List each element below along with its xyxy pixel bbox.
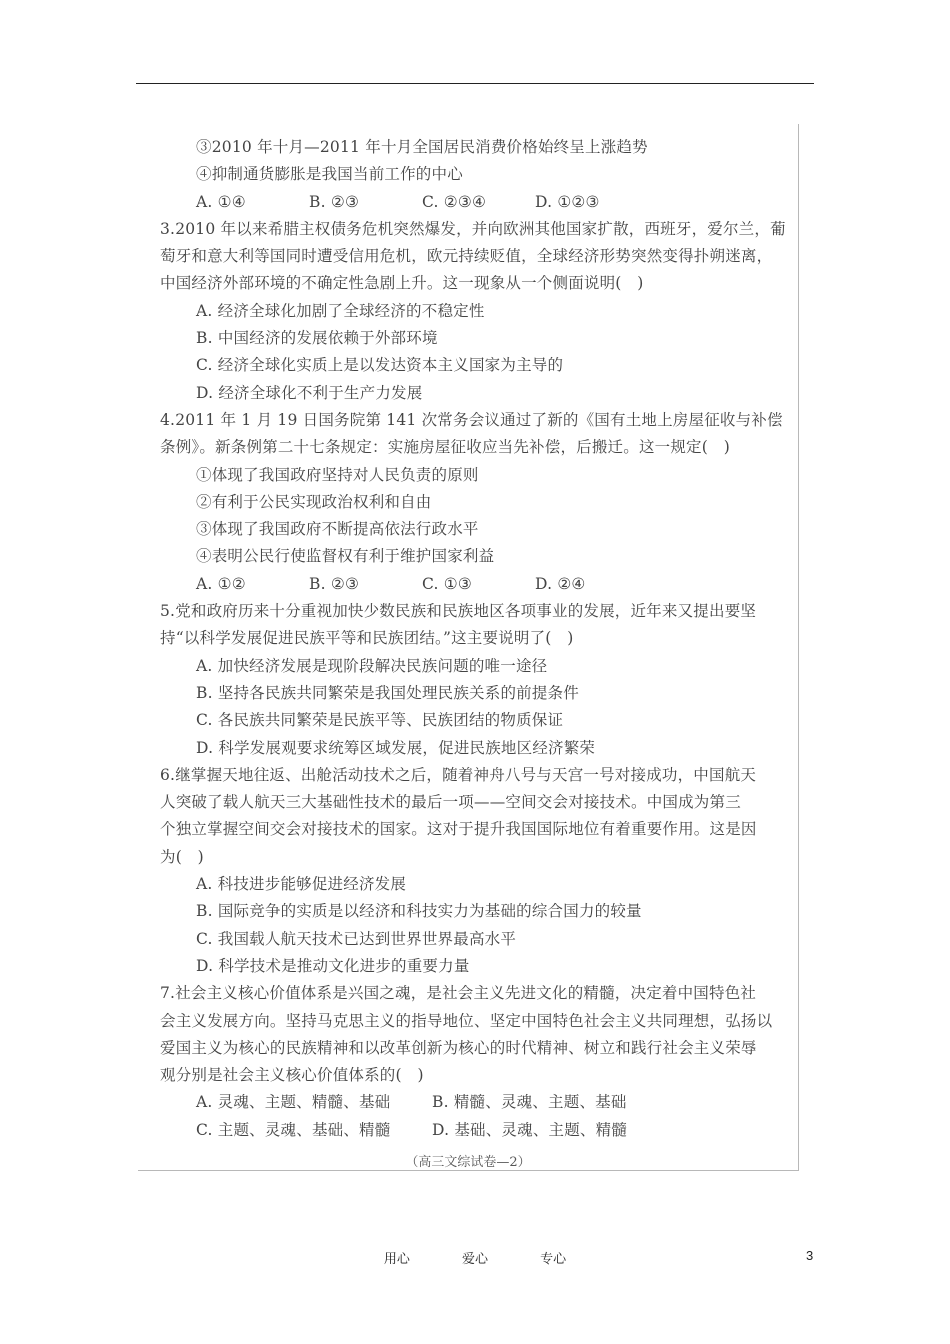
answer-option: B. 坚持各民族共同繁荣是我国处理民族关系的前提条件 [196, 683, 579, 702]
question-text: 萄牙和意大利等国同时遭受信用危机，欧元持续贬值，全球经济形势突然变得扑朔迷离， [160, 247, 773, 266]
statement-item: ④表明公民行使监督权有利于维护国家利益 [196, 547, 495, 566]
page-number: 3 [806, 1248, 814, 1263]
question-text: 为( ) [160, 847, 204, 866]
answer-option: D. 经济全球化不利于生产力发展 [196, 383, 423, 402]
option-item: C. 主题、灵魂、基础、精髓 [196, 1120, 391, 1139]
answer-option: A. 加快经济发展是现阶段解决民族问题的唯一途径 [196, 656, 548, 675]
question-stem: 4.2011 年 1 月 19 日国务院第 141 次常务会议通过了新的《国有土地上房屋征收与补偿 [160, 410, 783, 429]
answer-option: D. 科学发展观要求统筹区域发展，促进民族地区经济繁荣 [196, 738, 596, 757]
answer-option: D. 科学技术是推动文化进步的重要力量 [196, 956, 470, 975]
question-text: 条例》。新条例第二十七条规定：实施房屋征收应当先补偿，后搬迁。这一规定( ) [160, 438, 730, 457]
statement-item: ①体现了我国政府坚持对人民负责的原则 [196, 465, 479, 484]
question-text: 持“以科学发展促进民族平等和民族团结。”这主要说明了( ) [160, 629, 574, 648]
answer-option: B. 国际竞争的实质是以经济和科技实力为基础的综合国力的较量 [196, 902, 642, 921]
statement-item: ③2010 年十月—2011 年十月全国居民消费价格始终呈上涨趋势 [196, 138, 648, 156]
option-item: D. ②④ [535, 574, 586, 593]
question-stem: 7.社会主义核心价值体系是兴国之魂，是社会主义先进文化的精髓，决定着中国特色社 [160, 984, 757, 1003]
statement-item: ③体现了我国政府不断提高依法行政水平 [196, 520, 479, 539]
option-item: B. ②③ [309, 192, 360, 211]
header-rule [136, 83, 814, 84]
footer-word-1: 用心 [383, 1252, 410, 1267]
question-text: 观分别是社会主义核心价值体系的( ) [160, 1066, 424, 1085]
option-item: A. ①④ [196, 192, 246, 211]
scan-footer: （高三文综试卷—2） [405, 1155, 531, 1170]
answer-option: C. 我国载人航天技术已达到世界世界最高水平 [196, 929, 517, 948]
question-text: 会主义发展方向。坚持马克思主义的指导地位、坚定中国特色社会主义共同理想，弘扬以 [160, 1011, 773, 1030]
option-row [160, 571, 786, 598]
option-item: C. ②③④ [422, 192, 487, 211]
answer-option: B. 中国经济的发展依赖于外部环境 [196, 329, 438, 348]
answer-option: A. 科技进步能够促进经济发展 [196, 875, 407, 894]
option-item: A. ①② [196, 574, 246, 593]
statement-item: ④抑制通货膨胀是我国当前工作的中心 [196, 165, 463, 184]
question-text: 个独立掌握空间交会对接技术的国家。这对于提升我国国际地位有着重要作用。这是因 [160, 820, 757, 839]
option-item: D. 基础、灵魂、主题、精髓 [432, 1120, 628, 1139]
answer-option: C. 经济全球化实质上是以发达资本主义国家为主导的 [196, 356, 564, 375]
option-row [160, 189, 786, 216]
answer-option: A. 经济全球化加剧了全球经济的不稳定性 [196, 301, 485, 320]
option-item: D. ①②③ [535, 192, 600, 211]
answer-option: C. 各民族共同繁荣是民族平等、民族团结的物质保证 [196, 711, 564, 730]
option-item: B. ②③ [309, 574, 360, 593]
option-item: C. ①③ [422, 574, 472, 593]
question-stem: 5.党和政府历来十分重视加快少数民族和民族地区各项事业的发展，近年来又提出要坚 [160, 602, 757, 621]
question-text: 爱国主义为核心的民族精神和以改革创新为核心的时代精神、树立和践行社会主义荣辱 [160, 1038, 757, 1057]
statement-item: ②有利于公民实现政治权利和自由 [196, 492, 432, 511]
footer-word-3: 专心 [540, 1252, 567, 1267]
question-stem: 3.2010 年以来希腊主权债务危机突然爆发，并向欧洲其他国家扩散，西班牙，爱尔兰，葡 [160, 219, 786, 238]
option-row [160, 1117, 786, 1144]
footer-word-2: 爱心 [461, 1252, 488, 1267]
question-text: 人突破了载人航天三大基础性技术的最后一项——空间交会对接技术。中国成为第三 [160, 793, 741, 812]
option-item: B. 精髓、灵魂、主题、基础 [432, 1093, 627, 1112]
question-stem: 6.继掌握天地往返、出舱活动技术之后，随着神舟八号与天宫一号对接成功，中国航天 [160, 765, 757, 784]
option-item: A. 灵魂、主题、精髓、基础 [196, 1093, 391, 1112]
option-row [160, 1089, 786, 1116]
question-text: 中国经济外部环境的不确定性急剧上升。这一现象从一个侧面说明( ) [160, 274, 644, 293]
exam-content [160, 134, 786, 1144]
